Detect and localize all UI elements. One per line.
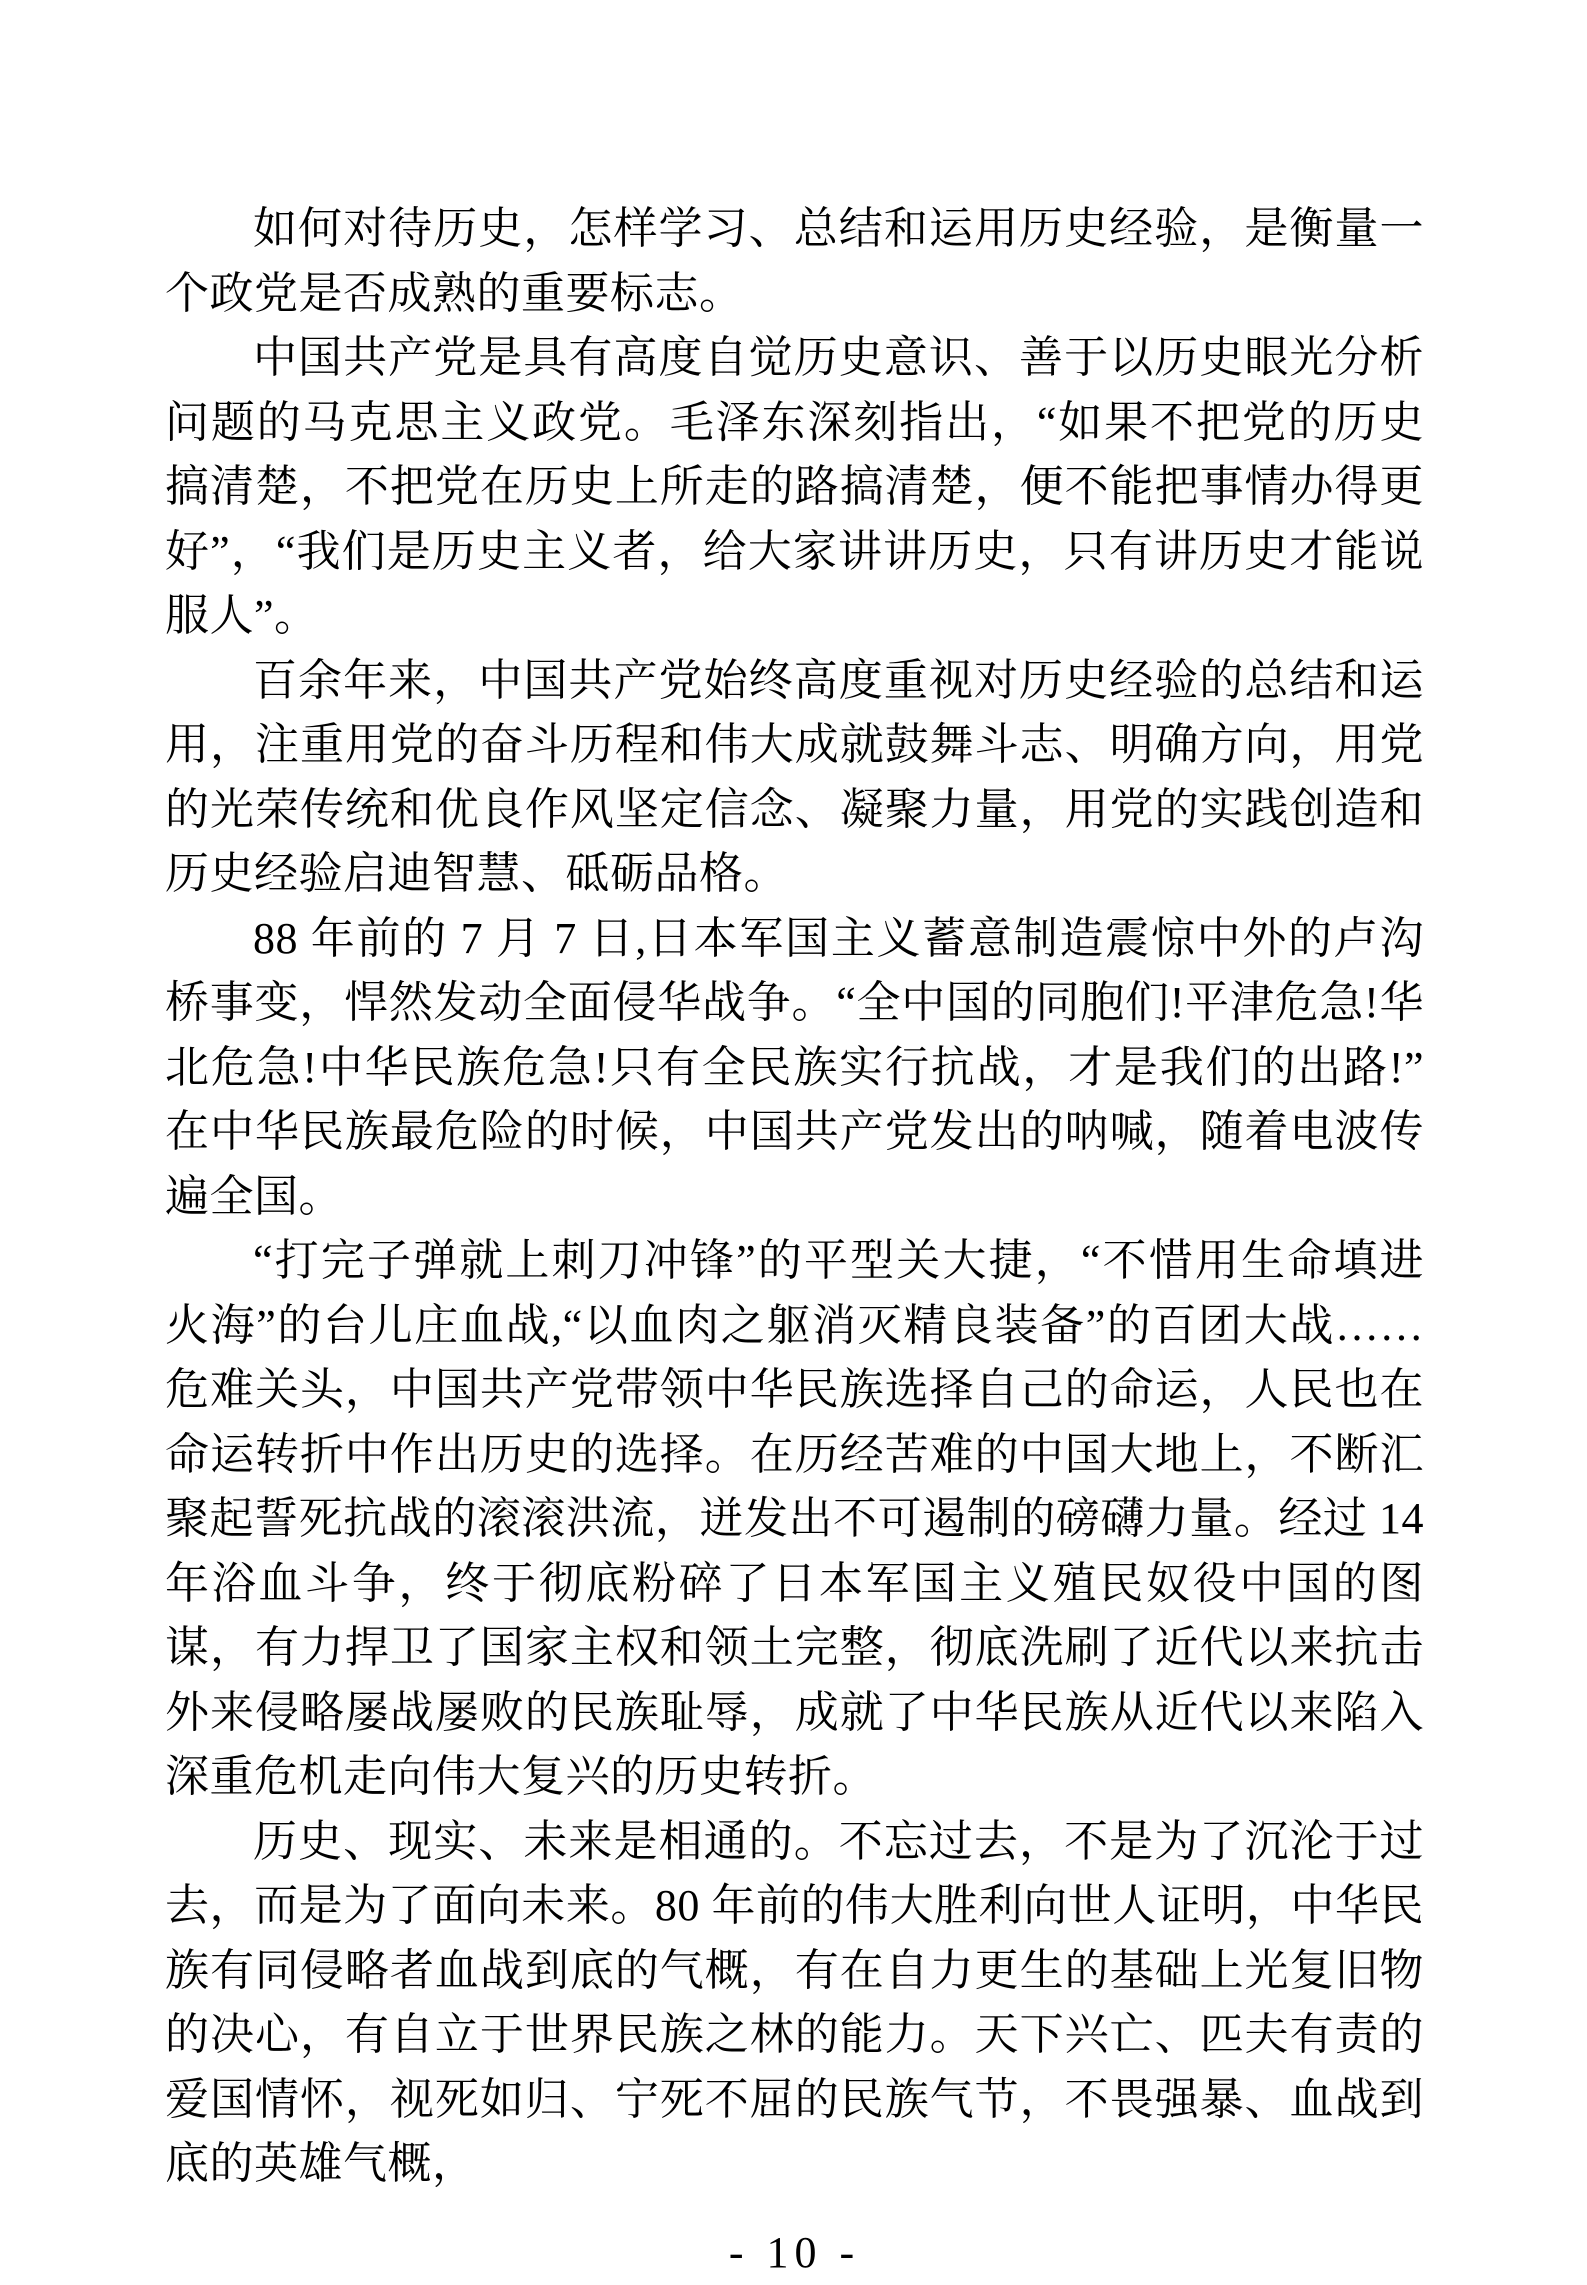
paragraph-3: 百余年来，中国共产党始终高度重视对历史经验的总结和运用，注重用党的奋斗历程和伟大成就鼓舞斗志、明确方向，用党的光荣传统和优良作风坚定信念、凝聚力量，用党的实践创造和历史经验启迪智慧、砥砺品格。	[165, 649, 1424, 907]
paragraph-4: 88 年前的 7 月 7 日,日本军国主义蓄意制造震惊中外的卢沟桥事变，悍然发动全面侵华战争。“全中国的同胞们!平津危急!华北危急!中华民族危急!只有全民族实行抗战，才是我们的出路!”在中华民族最危险的时候，中国共产党发出的呐喊，随着电波传遍全国。	[165, 907, 1424, 1230]
page-footer	[165, 2221, 1424, 2285]
document-body	[165, 197, 1424, 2197]
paragraph-6: 历史、现实、未来是相通的。不忘过去，不是为了沉沦于过去，而是为了面向未来。80 年前的伟大胜利向世人证明，中华民族有同侵略者血战到底的气概，有在自力更生的基础上光复旧物的决心，有自立于世界民族之林的能力。天下兴亡、匹夫有责的爱国情怀，视死如归、宁死不屈的民族气节，不畏强暴、血战到底的英雄气概，	[165, 1810, 1424, 2197]
paragraph-1: 如何对待历史，怎样学习、总结和运用历史经验，是衡量一个政党是否成熟的重要标志。	[165, 197, 1424, 326]
paragraph-2: 中国共产党是具有高度自觉历史意识、善于以历史眼光分析问题的马克思主义政党。毛泽东深刻指出，“如果不把党的历史搞清楚，不把党在历史上所走的路搞清楚，便不能把事情办得更好”，“我们是历史主义者，给大家讲讲历史，只有讲历史才能说服人”。	[165, 326, 1424, 649]
page-number: - 10 -	[729, 2228, 860, 2277]
paragraph-5: “打完子弹就上刺刀冲锋”的平型关大捷，“不惜用生命填进火海”的台儿庄血战,“以血肉之躯消灭精良装备”的百团大战……危难关头，中国共产党带领中华民族选择自己的命运，人民也在命运转折中作出历史的选择。在历经苦难的中国大地上，不断汇聚起誓死抗战的滚滚洪流，迸发出不可遏制的磅礴力量。经过 14 年浴血斗争，终于彻底粉碎了日本军国主义殖民奴役中国的图谋，有力捍卫了国家主权和领土完整，彻底洗刷了近代以来抗击外来侵略屡战屡败的民族耻辱，成就了中华民族从近代以来陷入深重危机走向伟大复兴的历史转折。	[165, 1229, 1424, 1810]
